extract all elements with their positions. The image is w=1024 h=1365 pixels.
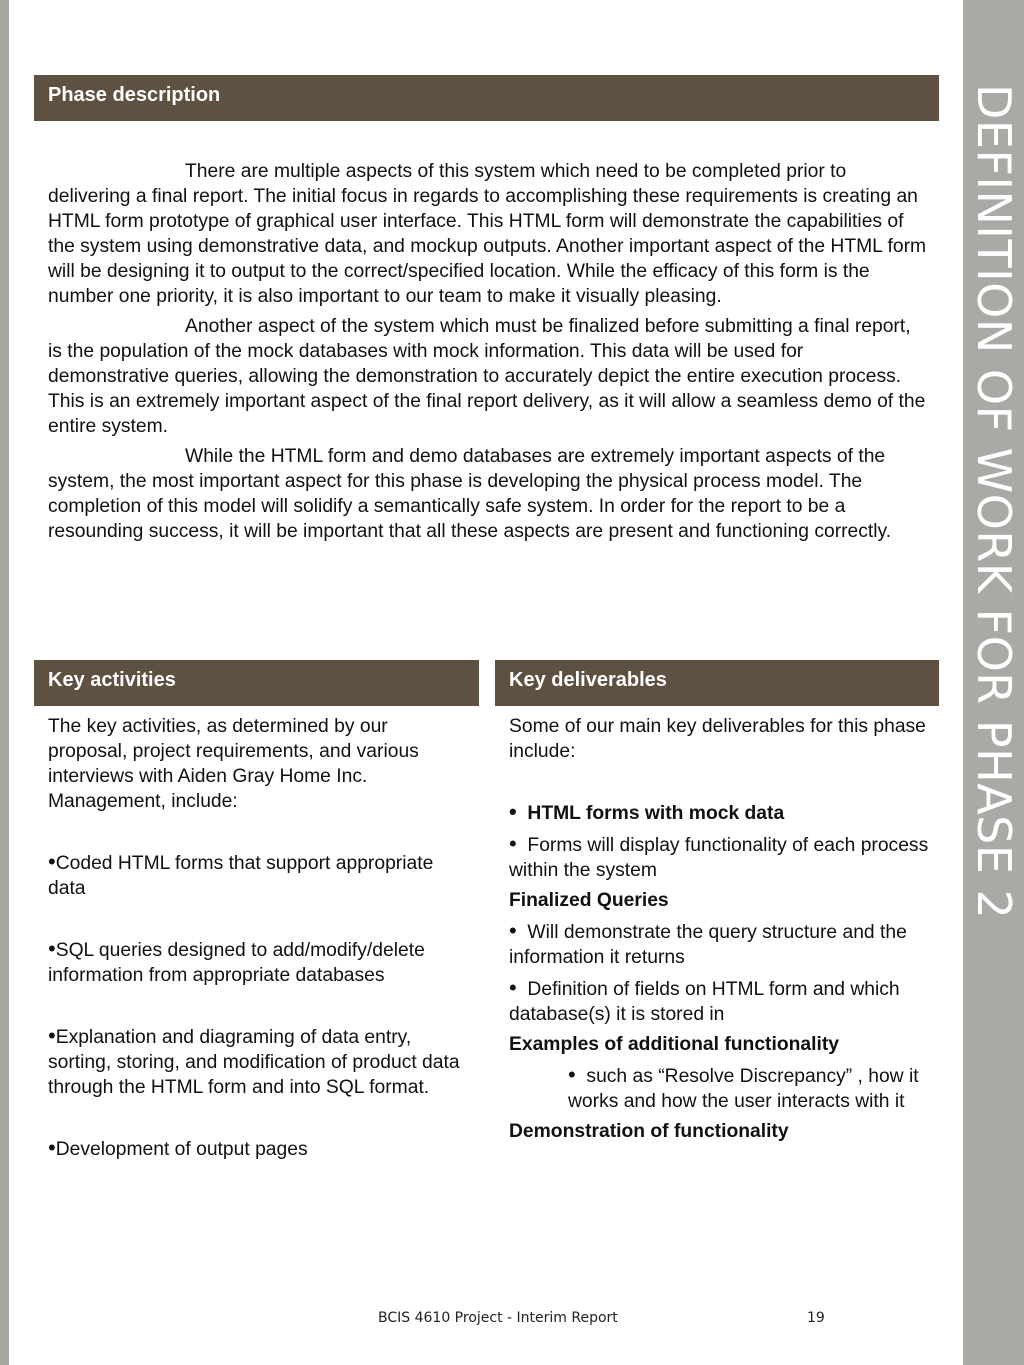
description-paragraph: While the HTML form and demo databases are extremely important aspects of the system, the most important aspect for this phase is developing the physical process model. The completion of this model will solidify a semantically safe system. In order for the report to be a resounding success, it will be important that all these aspects are present and functioning correctly. [48,446,892,542]
activity-text: Development of output pages [55,1139,308,1160]
side-title-container [963,0,1024,1365]
bullet-icon: • [48,849,56,874]
deliverable-item [509,799,929,826]
bullet-icon: • [509,918,517,943]
deliverable-field-definition: Definition of fields on HTML form and which database(s) it is stored in [509,979,900,1025]
bullet-icon: • [48,1023,56,1048]
deliverable-heading-examples: Examples of additional functionality [509,1034,839,1055]
deliverable-html-forms: HTML forms with mock data [527,803,785,824]
key-deliverables-header [495,660,939,706]
footer-text: BCIS 4610 Project - Interim Report [378,1310,618,1326]
deliverable-query-structure: Will demonstrate the query structure and the information it returns [509,922,907,968]
activity-item [48,936,468,988]
page-number: 19 [807,1310,825,1326]
phase-description-body [48,159,928,549]
deliverable-item [509,831,929,883]
left-margin-bar [0,0,9,1365]
deliverable-item [509,1062,929,1114]
bullet-icon: • [509,975,517,1000]
key-deliverables-body [509,714,929,1149]
activities-intro: The key activities, as determined by our proposal, project requirements, and various interviews with Aiden Gray Home Inc. Management, include: [48,716,419,812]
bullet-icon: • [48,1135,56,1160]
deliverable-resolve-example: such as “Resolve Discrepancy” , how it works and how the user interacts with it [568,1066,919,1112]
activity-text: SQL queries designed to add/modify/delete information from appropriate databases [48,940,425,986]
deliverable-forms-display: Forms will display functionality of each process within the system [509,835,929,881]
deliverable-heading-queries: Finalized Queries [509,890,669,911]
description-paragraph: There are multiple aspects of this system which need to be completed prior to delivering a final report. The initial focus in regards to accomplishing these requirements is creating an HTML form prototype of graphical user interface. This HTML form will demonstrate the capabilities of the system using demonstrative data, and mockup outputs. Another important aspect of the HTML form will be designing it to output to the correct/specified location. While the efficacy of this form is the number one priority, it is also important to our team to make it visually pleasing. [48,161,927,307]
activity-text: Coded HTML forms that support appropriate data [48,853,434,899]
side-title: DEFINITION OF WORK FOR PHASE 2 [967,84,1021,920]
phase-description-title: Phase description [48,84,221,106]
key-deliverables-title: Key deliverables [509,669,667,691]
description-paragraph: Another aspect of the system which must be finalized before submitting a final report, is the population of the mock databases with mock information. This data will be used for demonstrative queries, allowing the demonstration to accurately depict the entire execution process. This is an extremely important aspect of the final report delivery, as it will allow a seamless demo of the entire system. [48,316,926,437]
activity-item [48,1023,468,1100]
key-activities-header [34,660,479,706]
deliverable-heading-demonstration: Demonstration of functionality [509,1121,789,1142]
bullet-icon: • [48,936,56,961]
key-activities-body [48,714,468,1197]
key-activities-title: Key activities [48,669,176,691]
bullet-icon: • [509,831,517,856]
deliverable-item [509,918,929,970]
activity-item [48,1135,468,1162]
activity-text: Explanation and diagraming of data entry, sorting, storing, and modification of product data through the HTML form and into SQL format. [48,1027,460,1098]
deliverables-intro: Some of our main key deliverables for this phase include: [509,716,926,762]
phase-description-header [34,75,939,121]
bullet-icon: • [509,799,517,824]
deliverable-item [509,975,929,1027]
activity-item [48,849,468,901]
bullet-icon: • [568,1062,576,1087]
